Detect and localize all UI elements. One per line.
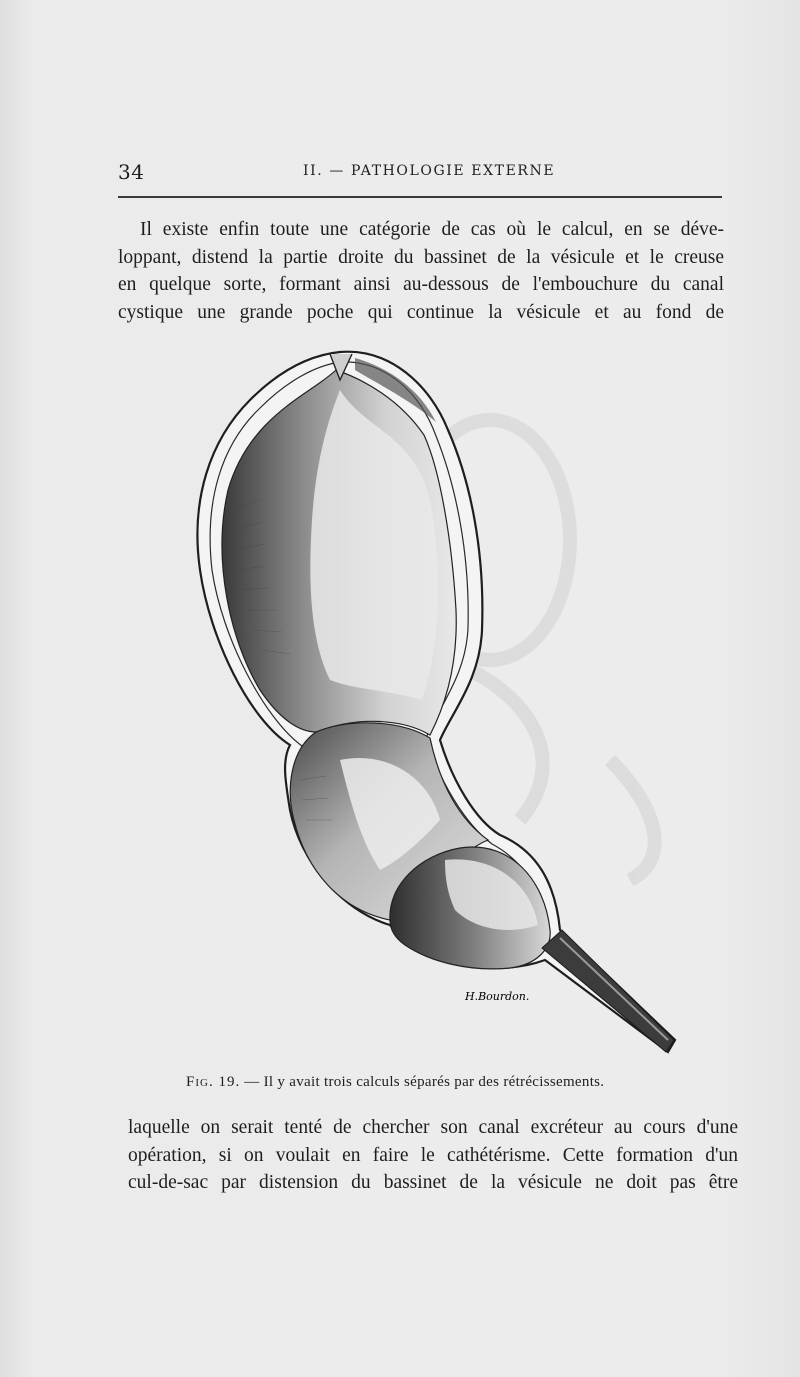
text-line: Il existe enfin toute une catégorie de cas où le calcul, en se déve- [140,219,724,240]
text-line: cul-de-sac par distension du bassinet de la vésicule ne doit pas être [128,1172,738,1193]
paragraph-bottom [128,1114,738,1197]
figure-caption-text: — Il y avait trois calculs séparés par des rétrécissements. [244,1074,605,1090]
text-line: en quelque sorte, formant ainsi au-dessous de l'embouchure du canal [118,274,724,295]
artist-signature: H.Bourdon. [465,990,530,1003]
figure-label: Fig. 19. [186,1074,241,1090]
page-number: 34 [118,160,145,184]
header-rule [118,196,722,198]
text-line: loppant, distend la partie droite du bassinet de la vésicule et le creuse [118,246,724,268]
gallbladder-illustration [190,340,690,1070]
page-header [118,158,722,184]
text-line: opération, si on voulait en faire le cathétérisme. Cette formation d'un [128,1144,738,1166]
paragraph-top [118,216,724,326]
text-line: cystique une grande poche qui continue la vésicule et au fond de [118,301,724,323]
text-line: laquelle on serait tenté de chercher son canal excréteur au cours d'une [128,1117,738,1138]
running-head: II. — PATHOLOGIE EXTERNE [303,163,556,179]
figure-caption [186,1074,706,1091]
